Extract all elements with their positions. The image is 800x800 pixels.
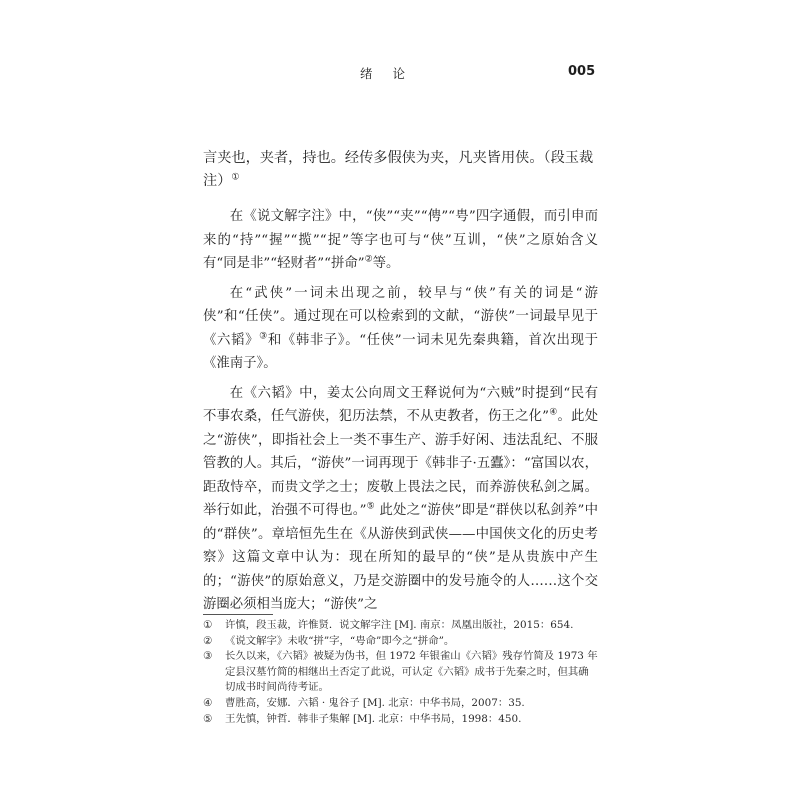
footnote-text: 《说文解字》未收“拼”字，“甹命”即今之“拼命”。 — [225, 634, 455, 647]
footnotes — [203, 618, 598, 727]
footnote-divider — [203, 614, 273, 615]
footnote-text: 长久以来，《六韬》被疑为伪书，但 1972 年银雀山《六韬》残存竹简及 1973 年定县汉墓竹简的相继出土否定了此说，可认定《六韬》成书于先秦之时，但其确切成书时间尚待考证。 — [225, 650, 598, 694]
footnote-ref: ③ — [259, 331, 268, 342]
footnote — [203, 634, 598, 650]
paragraph-text: 。此处之“游侠”，即指社会上一类不事生产、游手好闲、违法乱纪、不服管教的人。其后，“游侠”一词再现于《韩非子·五蠹》：“富国以农，距敌恃卒，而贵文学之士；废敬上畏法之民，而养游侠私剑之属。举行如此，治强不可得也。” — [203, 409, 598, 518]
footnote-mark: ② — [203, 634, 213, 647]
footnote — [203, 649, 598, 696]
paragraph-text: 和《韩非子》。“任侠”一词未见先秦典籍，首次出现于《淮南子》。 — [203, 332, 598, 371]
footnote — [203, 618, 598, 634]
paragraph-text: 在《六韬》中，姜太公向周文王释说何为“六贼”时提到“民有不事农桑，任气游侠，犯历法禁，不从吏教者，伤王之化” — [203, 385, 598, 424]
block-quote — [203, 147, 598, 193]
footnote-text: 许慎，段玉裁，许惟贤．说文解字注 [M]. 南京：凤凰出版社，2015：654. — [225, 619, 574, 631]
paragraph-text: 此处之“游侠”即是“群侠以私剑养”中的“群侠”。章培恒先生在《从游侠到武侠——中国侠文化的历史考察》这篇文章中认为：现在所知的最早的“侠”是从贵族中产生的；“游侠”的原始意义，乃是交游圈中的发号施令的人……这个交游圈必须相当庞大；“游侠”之 — [203, 503, 598, 612]
chapter-title: 绪 论 — [360, 66, 413, 81]
page-number: 005 — [568, 64, 596, 79]
footnote-mark: ① — [203, 619, 213, 631]
footnote-text: 曹胜高，安娜．六韬 · 鬼谷子 [M]. 北京：中华书局，2007：35. — [225, 696, 525, 709]
footnote-text: 王先慎，钟哲．韩非子集解 [M]. 北京：中华书局，1998：450. — [225, 712, 522, 725]
footnote-mark: ④ — [203, 696, 213, 709]
paragraph-text: 在《说文解字注》中，“侠”“夹”“俜”“甹”四字通假，而引申而来的“持”“握”“揽”“捉”等字也可与“侠”互训，“侠”之原始含义有“同是非”“轻财者”“拼命” — [203, 209, 598, 271]
footnote-ref: ① — [231, 172, 240, 183]
running-head — [0, 64, 800, 84]
paragraph — [203, 382, 598, 617]
paragraph-text: 在“武侠”一词未出现之前，较早与“侠”有关的词是“游侠”和“任侠”。通过现在可以检索到的文献，“游侠”一词最早见于《六韬》 — [203, 285, 598, 348]
footnote-ref: ⑤ — [366, 501, 375, 512]
footnote-mark: ⑤ — [203, 712, 213, 725]
footnote-ref: ② — [364, 254, 373, 265]
footnote-mark: ③ — [203, 650, 213, 663]
footnote — [203, 712, 598, 728]
paragraph — [203, 205, 598, 276]
footnote-ref: ④ — [549, 407, 558, 418]
footnote — [203, 696, 598, 712]
body-text — [203, 205, 598, 623]
paragraph — [203, 282, 598, 376]
quote-text: 言夹也，夹者，持也。经传多假侠为夹，凡夹皆用侠。（段玉裁注） — [203, 150, 594, 189]
paragraph-text: 等。 — [372, 256, 400, 271]
